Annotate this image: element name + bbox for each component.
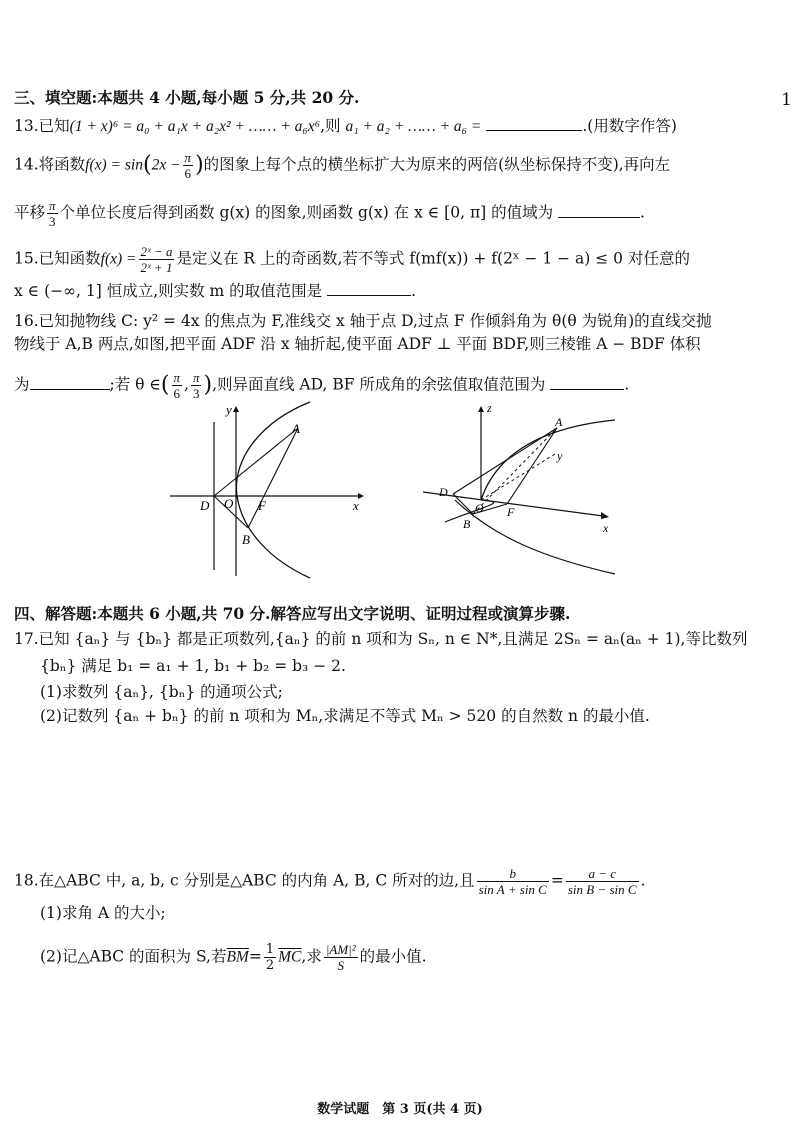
fig2-label-D: D	[439, 485, 448, 499]
q16-line3-pre: 为	[14, 375, 30, 394]
q13-mid: ,则	[320, 117, 341, 135]
q14-arg: 2x −	[151, 156, 181, 174]
question-15-line2	[14, 281, 416, 301]
q18-part2-post: 的最小值.	[359, 947, 427, 966]
fig1-label-A: A	[292, 421, 300, 436]
q18-end: .	[640, 871, 646, 890]
fig1-line-AB	[248, 428, 298, 528]
q13-answer-blank	[486, 116, 582, 131]
q13-number: 13.	[14, 117, 39, 135]
q14-end: .	[640, 203, 645, 222]
fig1-x-arrow	[358, 493, 364, 499]
q16-hi-den: 3	[192, 386, 200, 401]
q15-answer-blank	[327, 281, 411, 296]
q16-line1: 已知抛物线 C: y² = 4x 的焦点为 F,准线交 x 轴于点 D,过点 F 作倾斜角为 θ(θ 为锐角)的直线交抛	[38, 312, 712, 330]
question-16-line2	[14, 334, 701, 354]
q13-equation: (1 + x)⁶ = a₀ + a₁x + a₂x² + …… + a₆x⁶	[69, 118, 321, 135]
q18-f1-den: sin A + sin C	[478, 882, 547, 897]
corner-page-number: 1	[781, 90, 792, 110]
fig1-y-arrow	[233, 406, 239, 412]
q14-number: 14.	[14, 155, 39, 174]
q13-sum: a₁ + a₂ + …… + a₆ =	[345, 118, 482, 135]
q18-part2-pre: (2)记△ABC 的面积为 S,若	[40, 947, 227, 966]
fig1-label-O: O	[224, 496, 234, 511]
q16-line2: 物线于 A,B 两点,如图,把平面 ADF 沿 x 轴折起,使平面 ADF ⊥ 平面 BDF,则三棱锥 A − BDF 体积	[14, 335, 701, 353]
question-17-part2: (2)记数列 {aₙ + bₙ} 的前 n 项和为 Mₙ,求满足不等式 Mₙ > 520 的自然数 n 的最小值.	[40, 707, 650, 725]
figure-parabola-2d	[160, 400, 380, 580]
q14-line2-post: 个单位长度后得到函数 g(x) 的图象,则函数 g(x) 在 x ∈ [0, π] 的值域为	[59, 203, 554, 222]
q18-am-num: |AM|²	[325, 942, 356, 957]
question-18-part2	[40, 942, 427, 973]
q18-line1-pre: 在△ABC 中, a, b, c 分别是△ABC 的内角 A, B, C 所对的边,且	[38, 871, 475, 890]
q14-shift-num: π	[49, 198, 56, 213]
q16-hi-num: π	[192, 370, 200, 385]
question-17-line2: {bₙ} 满足 b₁ = a₁ + 1, b₁ + b₂ = b₃ − 2.	[40, 657, 346, 675]
q16-end: .	[624, 375, 630, 394]
q14-answer-blank	[558, 203, 640, 218]
q18-f2-den: sin B − sin C	[567, 882, 637, 897]
fig2-label-y: y	[557, 449, 563, 463]
q16-line3-mid: ;若 θ ∈	[109, 375, 161, 394]
question-17-line1	[14, 629, 747, 649]
question-18-part1: (1)求角 A 的大小;	[40, 904, 166, 922]
question-14-line1: 14.将函数f(x) = sin(2x − $\frac{\pi}{6}$ )的图象上每个点的横坐标扩大为原来的两倍(纵坐标保持不变),再向左	[14, 150, 671, 181]
question-18-line1	[14, 866, 646, 897]
page-footer: 数学试题 第 3 页(共 4 页)	[317, 1102, 483, 1117]
q15-line1-post: 是定义在 R 上的奇函数,若不等式 f(mf(x)) + f(2ˣ − 1 − a) ≤ 0 对任意的	[176, 249, 690, 268]
q16-lo-num: π	[173, 370, 181, 385]
figure-folded-3d	[415, 398, 645, 578]
q18-ask: ,求	[301, 947, 322, 966]
fig1-label-D: D	[200, 498, 210, 513]
q15-end: .	[411, 282, 417, 300]
q13-pre: 已知	[38, 117, 70, 135]
q14-func: f(x) = sin	[85, 156, 143, 174]
fig2-label-z: z	[487, 401, 492, 415]
fig2-label-O: O	[475, 501, 484, 515]
q14-frac-num: π	[184, 150, 192, 165]
q16-comma: ,	[184, 375, 189, 394]
q18-number: 18.	[14, 871, 39, 890]
fig2-label-B: B	[463, 517, 471, 531]
q18-vector-mc: $\overline{MC}$	[278, 948, 302, 966]
question-13	[14, 116, 677, 137]
fig2-x-arrow	[601, 512, 609, 519]
fig1-label-F: F	[258, 498, 266, 513]
q17-number: 17.	[14, 630, 39, 648]
fig1-label-y: y	[226, 402, 232, 417]
section4-header: 四、解答题:本题共 6 小题,共 70 分.解答应写出文字说明、证明过程或演算步骤.	[14, 604, 571, 623]
q18-eq2: =	[248, 947, 262, 966]
q18-eq: =	[550, 871, 564, 890]
q18-am-den: S	[337, 958, 344, 973]
q18-vector-bm: $\overline{BM}$	[226, 948, 249, 966]
fig2-line-FA	[507, 428, 557, 504]
fig2-label-x: x	[603, 521, 609, 535]
question-15-line1	[14, 244, 690, 275]
q17-line1: 已知 {aₙ} 与 {bₙ} 都是正项数列,{aₙ} 的前 n 项和为 Sₙ, n ∈ N*,且满足 2Sₙ = aₙ(aₙ + 1),等比数列	[38, 630, 748, 648]
question-16-line3: 为 ;若 θ ∈( $\frac{\pi}{6}$ , $\frac{\pi}{3}$ ),则异面直线 AD, BF 所成角的余弦值取值范围为 .	[14, 370, 630, 401]
fig2-z-arrow	[478, 406, 484, 412]
fig1-label-x: x	[353, 498, 359, 513]
q16-answer-blank-1	[30, 375, 110, 390]
q18-f2-num: a − c	[566, 866, 639, 882]
q16-lo-den: 6	[173, 386, 180, 401]
q14-pre: 将函数	[38, 155, 86, 174]
q15-line2: x ∈ (−∞, 1] 恒成立,则实数 m 的取值范围是	[14, 282, 323, 300]
q16-number: 16.	[14, 312, 39, 330]
q14-line1-post: 的图象上每个点的横坐标扩大为原来的两倍(纵坐标保持不变),再向左	[203, 155, 671, 174]
fig2-curve-upper	[481, 420, 615, 500]
question-14-line2	[14, 198, 645, 229]
q15-pre: 已知函数	[38, 249, 101, 268]
q14-frac-den: 6	[184, 166, 192, 181]
q13-post: .(用数字作答)	[582, 117, 677, 135]
q15-frac-den: 2ˣ + 1	[140, 260, 173, 275]
q15-frac-num: 2ˣ − a	[140, 244, 173, 259]
q18-f1-num: b	[477, 866, 549, 882]
q16-answer-blank-2	[550, 375, 624, 390]
q18-half-den: 2	[265, 958, 275, 973]
question-17-part1: (1)求数列 {aₙ}, {bₙ} 的通项公式;	[40, 683, 283, 701]
section3-header: 三、填空题:本题共 4 小题,每小题 5 分,共 20 分.	[14, 88, 360, 107]
q16-line3-post: ,则异面直线 AD, BF 所成角的余弦值取值范围为	[212, 375, 546, 394]
fig2-label-F: F	[507, 505, 515, 519]
q18-half-num: 1	[265, 942, 275, 957]
q15-func: f(x) =	[100, 250, 137, 268]
fig2-line-BA	[473, 428, 557, 514]
q14-shift-den: 3	[49, 214, 56, 229]
fig1-label-B: B	[242, 532, 250, 547]
question-16-line1	[14, 311, 712, 331]
q14-line2-pre: 平移	[14, 203, 46, 222]
q15-number: 15.	[14, 249, 39, 268]
fig2-label-A: A	[555, 415, 563, 429]
fig2-line-DA	[453, 428, 557, 494]
